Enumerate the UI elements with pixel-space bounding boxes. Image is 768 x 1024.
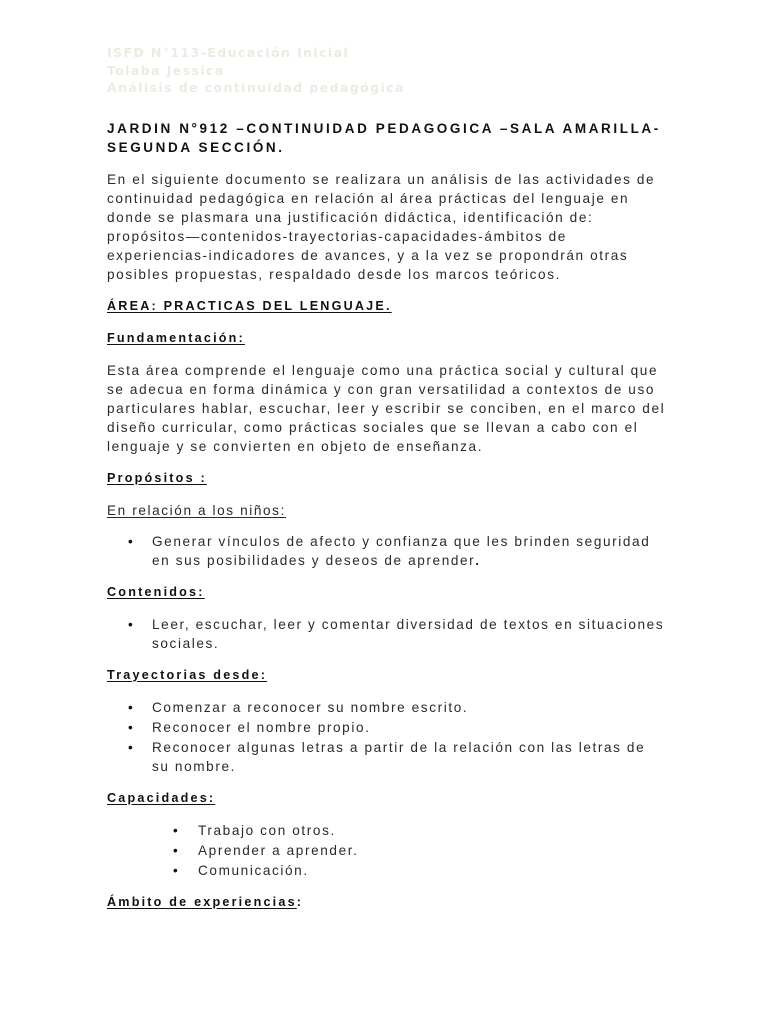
header-author: Tolaba Jessica bbox=[107, 62, 225, 78]
list-item bbox=[107, 861, 668, 880]
capacidades-list bbox=[107, 821, 668, 880]
area-heading: ÁREA: PRACTICAS DEL LENGUAJE. bbox=[107, 298, 392, 313]
intro-paragraph: En el siguiente documento se realizara un análisis de las actividades de continuidad pedagógica en relación al área prácticas del lenguaje en donde se plasmara una justificación didáctica, identificación de: propósitos—contenidos-trayectorias-capacidades-ámbitos de experiencias-indicadores de avances, y a la vez se propondrán otras posibles propuestas, respaldado desde los marcos teóricos. bbox=[107, 171, 656, 282]
list-item bbox=[107, 821, 668, 840]
ambito-heading-text: Ámbito de experiencias bbox=[107, 894, 297, 909]
bullet-icon: • bbox=[128, 533, 133, 549]
list-item bbox=[107, 698, 668, 717]
list-item-text: Generar vínculos de afecto y confianza que les brinden seguridad en sus posibilidades y deseos de aprender bbox=[152, 533, 651, 568]
list-item bbox=[107, 718, 668, 737]
contenidos-list bbox=[107, 615, 668, 653]
list-item bbox=[107, 615, 668, 653]
document-header bbox=[107, 44, 668, 97]
list-item-text: Comenzar a reconocer su nombre escrito. bbox=[152, 699, 469, 715]
fundamentacion-heading: Fundamentación: bbox=[107, 330, 245, 345]
propositos-list bbox=[107, 532, 668, 570]
bullet-icon: • bbox=[128, 719, 133, 735]
ambito-heading-colon: : bbox=[296, 894, 304, 909]
list-item-text: Reconocer el nombre propio. bbox=[152, 719, 371, 735]
propositos-subheading: En relación a los niños: bbox=[107, 502, 286, 518]
bullet-icon: • bbox=[128, 739, 133, 755]
list-item-text: Comunicación. bbox=[198, 862, 309, 878]
list-item-text: Reconocer algunas letras a partir de la relación con las letras de su nombre. bbox=[152, 739, 646, 774]
list-item-text: Leer, escuchar, leer y comentar diversidad de textos en situaciones sociales. bbox=[152, 616, 665, 651]
document-title: JARDIN N°912 –CONTINUIDAD PEDAGOGICA –SALA AMARILLA-SEGUNDA SECCIÓN. bbox=[107, 120, 661, 155]
bullet-icon: • bbox=[128, 699, 133, 715]
list-item-trailing-period: . bbox=[475, 552, 481, 568]
ambito-heading bbox=[107, 893, 668, 911]
capacidades-heading: Capacidades: bbox=[107, 790, 216, 805]
list-item bbox=[107, 738, 668, 776]
bullet-icon: • bbox=[173, 822, 178, 838]
list-item-text: Aprender a aprender. bbox=[198, 842, 359, 858]
list-item-text: Trabajo con otros. bbox=[198, 822, 336, 838]
propositos-heading: Propósitos : bbox=[107, 470, 207, 485]
bullet-icon: • bbox=[173, 842, 178, 858]
list-item bbox=[107, 532, 668, 570]
header-institution: ISFD N°113-Educación Inicial bbox=[107, 45, 350, 60]
trayectorias-list bbox=[107, 698, 668, 776]
contenidos-heading: Contenidos: bbox=[107, 584, 205, 599]
bullet-icon: • bbox=[128, 616, 133, 632]
bullet-icon: • bbox=[173, 862, 178, 878]
header-subject: Análisis de continuidad pedagógica bbox=[107, 80, 405, 95]
trayectorias-heading: Trayectorias desde: bbox=[107, 667, 268, 682]
list-item bbox=[107, 841, 668, 860]
fundamentacion-paragraph: Esta área comprende el lenguaje como una práctica social y cultural que se adecua en forma dinámica y con gran versatilidad a contextos de uso particulares hablar, escuchar, leer y escribir se conciben, en el marco del diseño curricular, como prácticas sociales que se llevan a cabo con el lenguaje y se convierten en objeto de enseñanza. bbox=[107, 362, 666, 454]
